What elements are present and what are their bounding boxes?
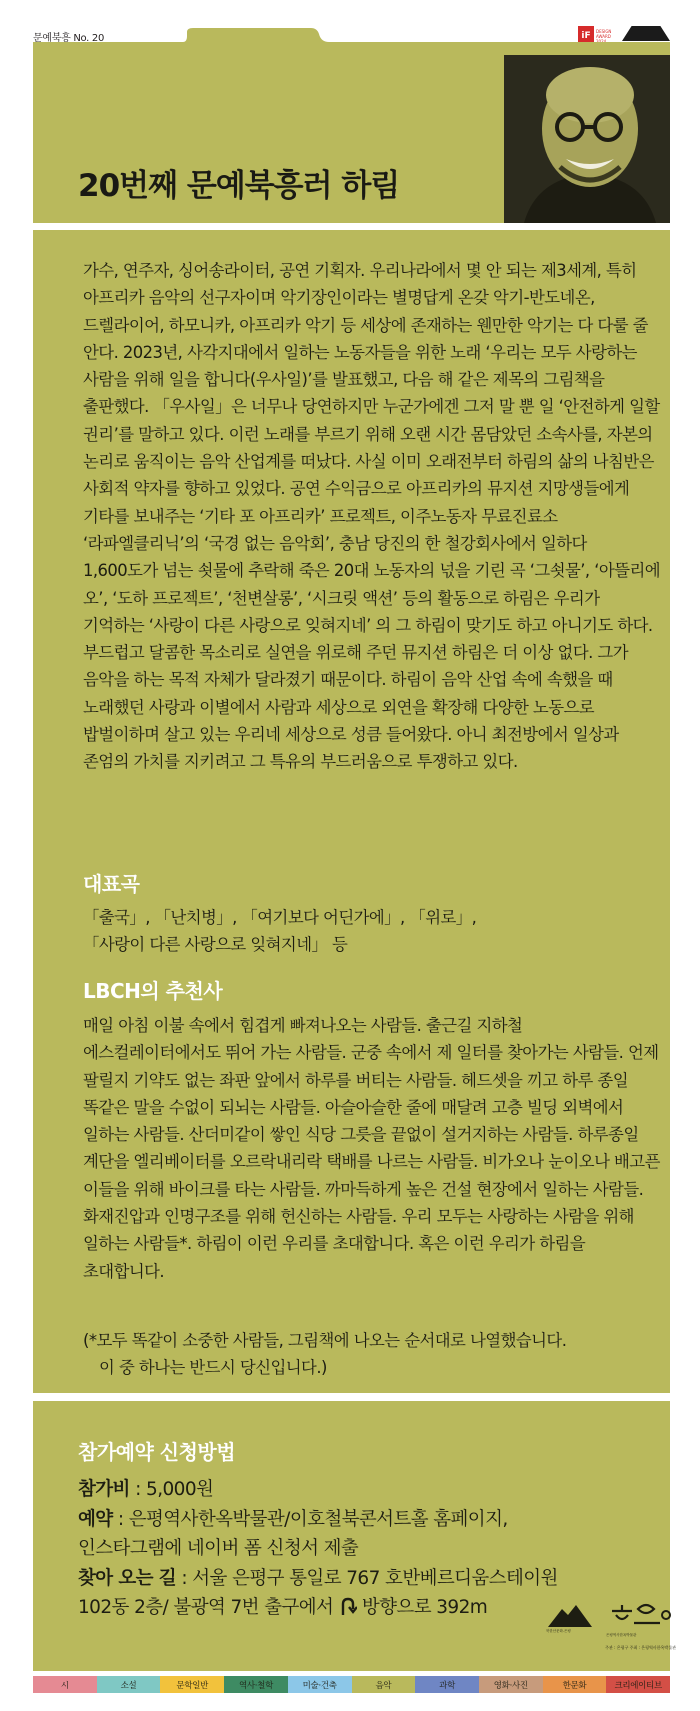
apply-label: 예약 — [78, 1508, 113, 1530]
apply-line-2: 인스타그램에 네이버 폼 신청서 제출 — [78, 1538, 359, 1559]
museum-wordmark-icon — [606, 1603, 676, 1629]
page-title: 20번째 문예북흥러 하림 — [78, 168, 400, 204]
category-tab: 영화·사진 — [479, 1676, 543, 1693]
fee-line — [78, 1475, 658, 1505]
category-tab: 소설 — [97, 1676, 161, 1693]
recommend-body: 매일 아침 이불 속에서 힘겹게 빠져나오는 사람들. 출근길 지하철 에스컬레이터에서도 뛰어 가는 사람들. 군중 속에서 제 일터를 찾아가는 사람들. 언제 팔릴지 기약도 없는 좌판 앞에서 하루를 버티는 사람들. 헤드셋을 끼고 하루 종일 똑같은 말을 수없이 되뇌는 사람들. 아슬아슬한 줄에 매달려 고층 빌딩 외벽에서 일하는 사람들. 산더미같이 쌓인 식당 그릇을 끝없이 설거지하는 사람들. 하루종일 계단을 엘리베이터를 오르락내리락 택배를 나르는 사람들. 비가오나 눈이오나 배고픈 이들을 위해 바이크를 타는 사람들. 까마득하게 높은 건설 현장에서 일하는 사람들. 화재진압과 인명구조를 위해 헌신하는 사람들. 우리 모두는 사랑하는 사람을 위해 일하는 사람들*. 하림이 이런 우리를 초대합니다. 혹은 이런 우리가 하림을 초대합니다. — [83, 1016, 660, 1281]
category-tab: 역사·철학 — [224, 1676, 288, 1693]
portrait-illustration — [504, 55, 670, 223]
reservation-heading: 참가예약 신청방법 — [78, 1440, 236, 1464]
category-tab: 한문화 — [543, 1676, 607, 1693]
u-turn-arrow-icon — [339, 1596, 357, 1616]
category-tab: 과학 — [415, 1676, 479, 1693]
route-value-2b: 방향으로 392m — [356, 1597, 488, 1618]
museum-footer-logo — [606, 1603, 676, 1639]
credits: 주관 : 은평구 주최 : 은평역사한옥박물관 — [605, 1645, 676, 1650]
works-list — [83, 904, 643, 959]
publisher-logo — [546, 1603, 594, 1639]
route-line — [78, 1564, 658, 1594]
footer-logos — [546, 1603, 676, 1639]
fee-label: 참가비 — [78, 1479, 130, 1500]
mountain-logo-icon — [546, 1603, 594, 1629]
apply-value: : 은평역사한옥박물관/이호철북콘서트홀 홈페이지, — [112, 1508, 508, 1530]
publisher-caption: 북한산문화.은평 — [546, 1629, 571, 1633]
artist-bio: 가수, 연주자, 싱어송라이터, 공연 기획자. 우리나라에서 몇 안 되는 제3세계, 특히 아프리카 음악의 선구자이며 악기장인이라는 별명답게 온갖 악기-반도네온, 드렐라이어, 하모니카, 아프리카 악기 등 세상에 존재하는 웬만한 악기는 다 다룰 줄 안다. 2023년, 사각지대에서 일하는 노동자들을 위한 노래 ‘우리는 모두 사랑하는 사람을 위해 일을 합니다(우사일)’를 발표했고, 다음 해 같은 제목의 그림책을 출판했다. 「우사일」은 너무나 당연하지만 누군가에겐 그저 말 뿐 일 ‘안전하게 일할 권리’를 말하고 있다. 이런 노래를 부르기 위해 오랜 시간 몸담았던 소속사를, 자본의 논리로 움직이는 음악 산업계를 떠났다. 사실 이미 오래전부터 하림의 삶의 나침반은 사회적 약자를 향하고 있었다. 공연 수익금으로 아프리카의 뮤지션 지망생들에게 기타를 보내주는 ‘기타 포 아프리카’ 프로젝트, 이주노동자 무료진료소 ‘라파엘클리닉’의 ‘국경 없는 음악회’, 충남 당진의 한 철강회사에서 일하다 1,600도가 넘는 쇳물에 추락해 죽은 20대 노동자의 넋을 기린 곡 ‘그쇳물’, ‘아뜰리에 오’, ‘도하 프로젝트’, ‘천변살롱’, ‘시크릿 액션’ 등의 활동으로 하림은 우리가 기억하는 ‘사랑이 다른 사랑으로 잊혀지네’ 의 그 하림이 맞기도 하고 아니기도 하다. 부드럽고 달콤한 목소리로 실연을 위로해 주던 뮤지션 하림은 더 이상 없다. 그가 음악을 하는 목적 자체가 달라졌기 때문이다. 하림이 음악 산업 속에 속했을 때 노래했던 사랑과 이별에서 사람과 세상으로 외연을 확장해 다양한 노동으로 밥벌이하며 살고 있는 우리네 세상으로 성큼 들어왔다. 아니 최전방에서 일상과 존엄의 가치를 지키려고 그 특유의 부드러움으로 투쟁하고 있다. — [83, 261, 661, 772]
museum-caption: 은평역사한옥박물관 — [606, 1633, 637, 1637]
if-award-mark: iF — [578, 26, 594, 46]
recommend-note — [83, 1327, 661, 1382]
reservation-details — [78, 1475, 658, 1623]
category-tab: 음악 — [352, 1676, 416, 1693]
route-value-2a: 102동 2층/ 불광역 7번 출구에서 — [78, 1597, 339, 1618]
fee-value: : 5,000원 — [129, 1479, 214, 1500]
works-line-2: 「사랑이 다른 사랑으로 잊혀지네」 등 — [83, 935, 348, 955]
category-tab: 크리에이티브 — [606, 1676, 670, 1693]
route-label: 찾아 오는 길 — [78, 1567, 177, 1589]
route-value: : 서울 은평구 통일로 767 호반베르디움스테이원 — [176, 1567, 558, 1589]
recommend-note-line-1: (*모두 똑같이 소중한 사람들, 그림책에 나오는 순서대로 나열했습니다. — [83, 1331, 567, 1350]
recommend-note-line-2: 이 중 하나는 반드시 당신입니다.) — [99, 1358, 327, 1378]
category-tab: 문학일반 — [160, 1676, 224, 1693]
works-line-1: 「출국」, 「난치병」, 「여기보다 어딘가에」, 「위로」, — [83, 908, 477, 927]
recommend-heading: LBCH의 추천사 — [83, 979, 223, 1003]
if-award-text: DESIGN AWARD 2024 — [596, 28, 612, 44]
works-heading: 대표곡 — [83, 872, 140, 896]
category-bar — [33, 1676, 670, 1693]
series-label: 문예북흥 No. 20 — [33, 33, 105, 44]
artist-portrait — [504, 55, 670, 223]
category-tab: 미술·건축 — [288, 1676, 352, 1693]
content-panel — [33, 230, 670, 1393]
apply-line — [78, 1505, 658, 1535]
category-tab: 시 — [33, 1676, 97, 1693]
